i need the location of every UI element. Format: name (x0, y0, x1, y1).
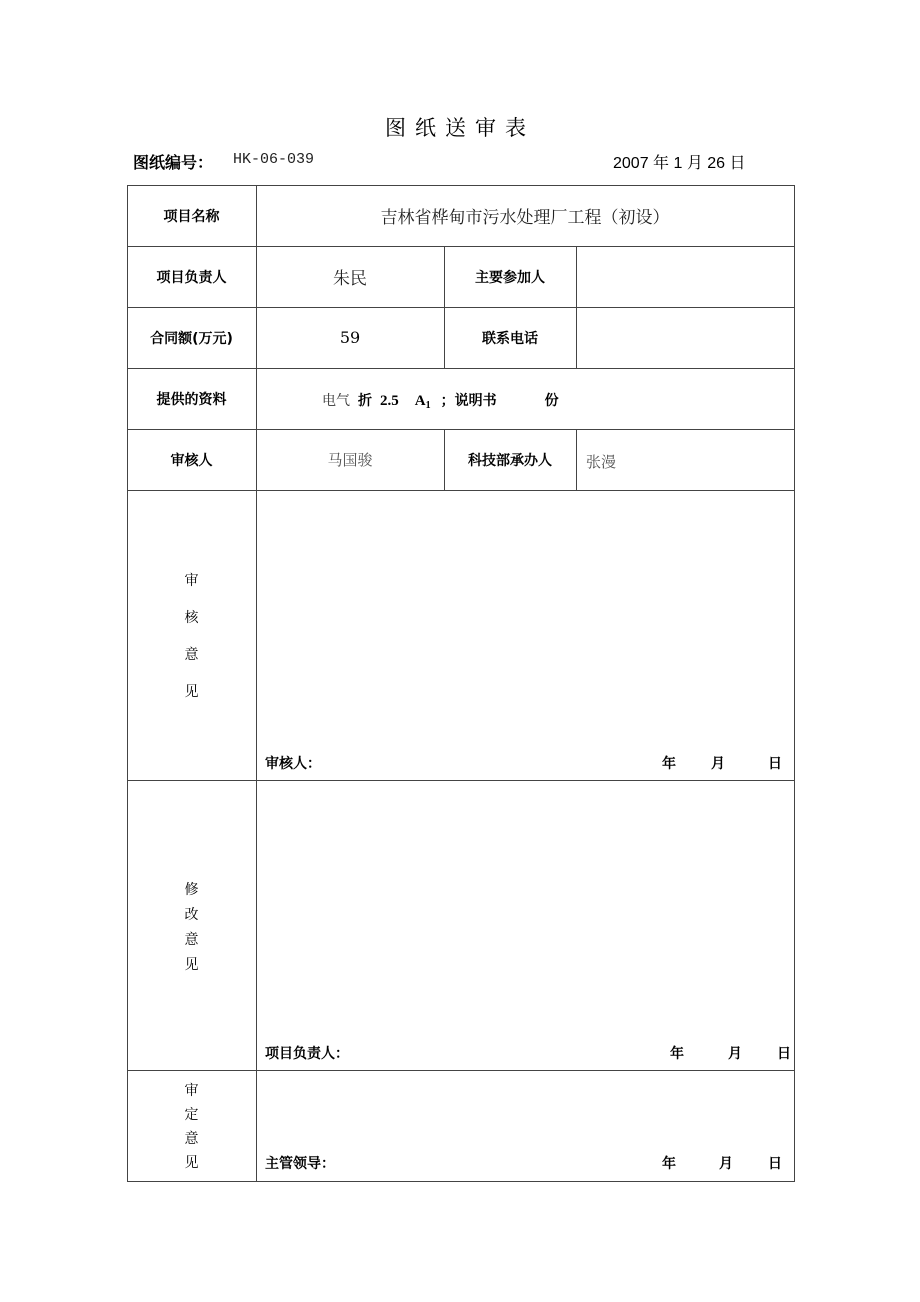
label-char: 修 (184, 882, 199, 898)
project-leader-value: 朱民 (333, 269, 367, 289)
review-sign-label: 审核人： (265, 756, 321, 772)
participants-label: 主要参加人 (475, 269, 545, 286)
review-opinion-field[interactable] (257, 491, 794, 741)
revise-day: 日 (777, 1046, 791, 1062)
phone-value[interactable] (576, 307, 794, 368)
project-leader-label: 项目负责人 (156, 269, 227, 286)
label-char: 定 (184, 1107, 199, 1123)
reviewer-value: 马国骏 (327, 451, 373, 469)
submit-date: 2007 年 1 月 26 日 (613, 155, 746, 172)
table-border-bottom (127, 1181, 795, 1182)
materials-unit: 折 (358, 393, 372, 409)
phone-label: 联系电话 (482, 330, 538, 347)
approve-opinion-field[interactable] (257, 1071, 794, 1151)
label-char: 意 (184, 647, 199, 663)
contract-amount-value: 59 (339, 328, 361, 347)
label-char: 意 (184, 1131, 199, 1147)
materials-manual: ；说明书 (440, 393, 497, 409)
materials-value (322, 390, 559, 410)
materials-sheet-size-sub: 1 (425, 400, 431, 411)
table-border-right (794, 185, 795, 1182)
label-char: 见 (184, 957, 199, 973)
revise-sign-label: 项目负责人： (265, 1046, 349, 1062)
label-char: 核 (184, 610, 199, 626)
materials-discipline: 电气 (322, 393, 350, 409)
review-opinion-label (127, 570, 256, 718)
label-char: 见 (184, 1155, 199, 1171)
review-year: 年 (662, 756, 676, 772)
review-month: 月 (711, 756, 725, 772)
revise-year: 年 (670, 1046, 684, 1062)
form-title: 图纸送审表 (385, 116, 535, 140)
project-name-label: 项目名称 (163, 208, 220, 225)
contract-amount-label: 合同额(万元) (150, 330, 233, 347)
approve-day: 日 (768, 1156, 782, 1172)
approve-opinion-label (127, 1080, 256, 1176)
dept-handler-value: 张漫 (586, 453, 617, 471)
revise-opinion-field[interactable] (257, 781, 794, 1031)
materials-copies: 份 (544, 393, 559, 409)
review-day: 日 (768, 756, 782, 772)
label-char: 改 (184, 907, 199, 923)
approve-month: 月 (719, 1156, 733, 1172)
materials-sheet-size: A (414, 393, 426, 409)
revise-month: 月 (728, 1046, 742, 1062)
column-divider (576, 429, 577, 490)
label-char: 见 (184, 684, 199, 700)
label-char: 审 (184, 1083, 199, 1099)
approve-year: 年 (662, 1156, 676, 1172)
dept-handler-label: 科技部承办人 (468, 452, 552, 469)
revise-opinion-label (127, 879, 256, 979)
drawing-number-label: 图纸编号： (133, 153, 214, 172)
materials-label: 提供的资料 (156, 391, 227, 408)
drawing-number: HK-06-039 (233, 151, 315, 168)
reviewer-label: 审核人 (170, 452, 213, 469)
materials-count: 2.5 (380, 393, 399, 409)
label-char: 审 (184, 573, 199, 589)
label-char: 意 (184, 932, 199, 948)
project-name-value: 吉林省桦甸市污水处理厂工程（初设） (380, 208, 670, 228)
participants-value[interactable] (576, 246, 794, 307)
approve-sign-label: 主管领导： (265, 1156, 335, 1172)
